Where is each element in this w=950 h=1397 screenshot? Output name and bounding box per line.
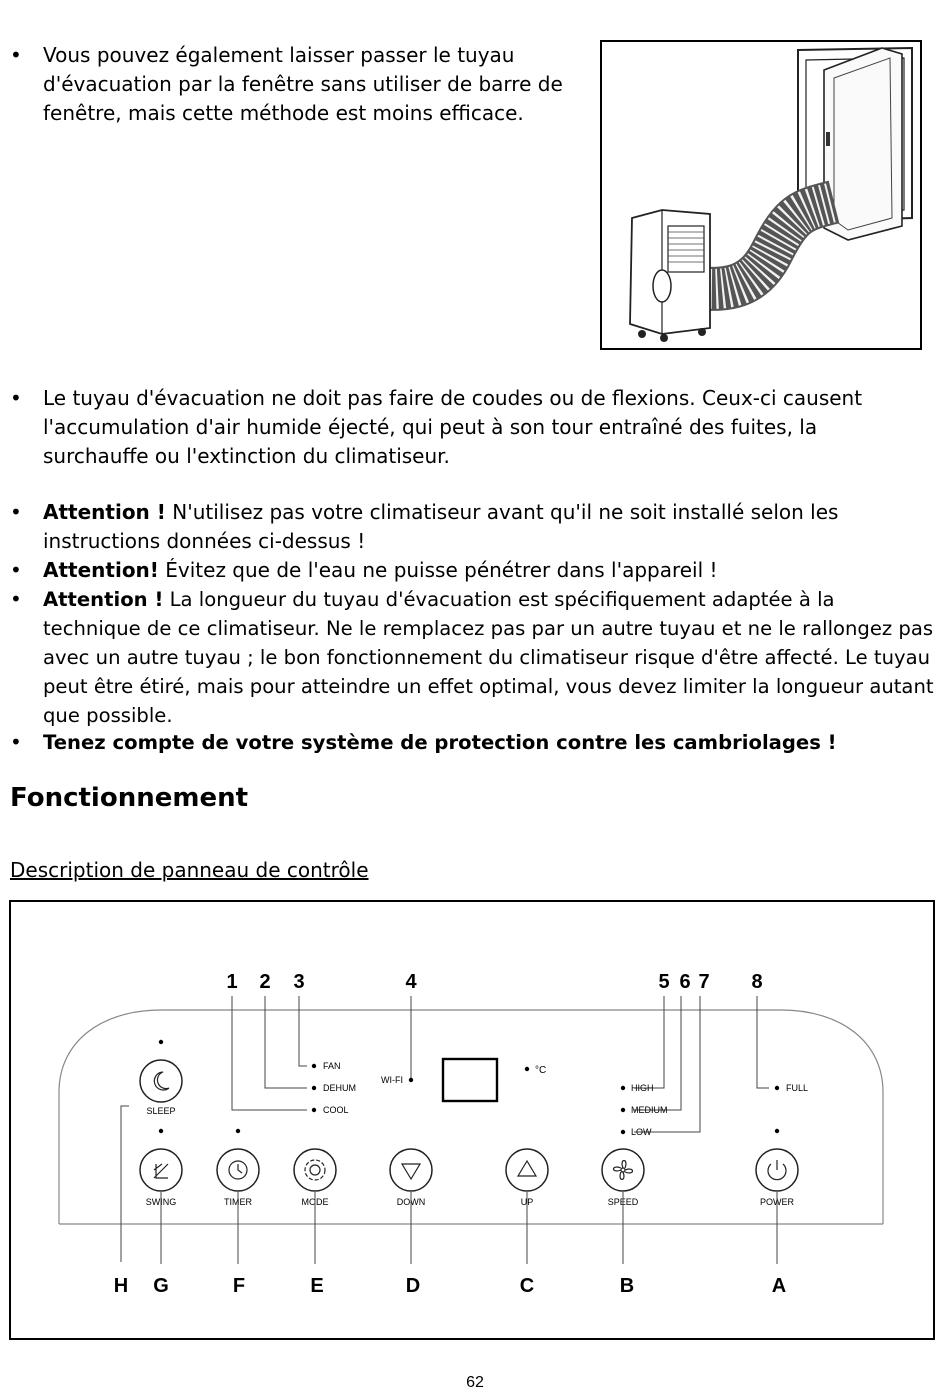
warning-text: Évitez que de l'eau ne puisse pénétrer dans l'appareil ! xyxy=(158,558,718,582)
display-screen xyxy=(443,1059,497,1101)
bullet-marker: • xyxy=(10,500,22,524)
hose-paragraph: Le tuyau d'évacuation ne doit pas faire de coudes ou de flexions. Ceux-ci causent l'accumulation d'air humide éjecté, qui peut à son tour entraîné des fuites, la surchauffe ou l'extinction du climatiseur. xyxy=(43,386,863,468)
button-letter: H xyxy=(113,1275,129,1297)
swing-button xyxy=(140,1149,182,1191)
intro-paragraph: Vous pouvez également laisser passer le tuyau d'évacuation par la fenêtre sans utiliser de barre de fenêtre, mais cette méthode est moins efficace. xyxy=(43,43,563,125)
button-label: SWING xyxy=(145,1197,177,1207)
indicator-number: 2 xyxy=(259,971,271,993)
warning-item xyxy=(43,585,938,730)
down-button xyxy=(390,1149,432,1191)
bullet-marker: • xyxy=(10,558,22,582)
bullet-marker: • xyxy=(10,587,22,611)
button-letter: A xyxy=(771,1275,787,1297)
warning-item xyxy=(43,498,913,556)
mode-indicator-label: DEHUM xyxy=(323,1083,356,1093)
indicator-number: 7 xyxy=(698,971,710,993)
speed-button xyxy=(602,1149,644,1191)
page-number: 62 xyxy=(466,1374,484,1391)
speed-indicator-label: HIGH xyxy=(631,1083,654,1093)
button-letter: G xyxy=(153,1275,169,1297)
mode-indicator-label: FAN xyxy=(323,1061,341,1071)
warning-item xyxy=(43,556,913,585)
section-title: Fonctionnement xyxy=(10,783,249,813)
button-letter: B xyxy=(619,1275,635,1297)
control-panel-diagram xyxy=(9,900,935,1340)
button-letter: D xyxy=(405,1275,421,1297)
button-label: MODE xyxy=(301,1197,329,1207)
bullet-marker: • xyxy=(10,43,22,67)
bullet-marker: • xyxy=(10,730,22,754)
speed-indicator-label: LOW xyxy=(631,1127,652,1137)
indicator-number: 8 xyxy=(751,971,763,993)
subsection-title: Description de panneau de contrôle xyxy=(10,858,369,882)
mode-button xyxy=(294,1149,336,1191)
button-letter: C xyxy=(519,1275,535,1297)
window-hose-illustration xyxy=(600,40,922,350)
warning-label: Tenez compte de votre système de protection contre les cambriolages ! xyxy=(43,731,837,754)
button-label: TIMER xyxy=(224,1197,252,1207)
button-label: POWER xyxy=(759,1197,795,1207)
button-letter: F xyxy=(232,1275,246,1297)
indicator-number: 1 xyxy=(226,971,238,993)
button-label: DOWN xyxy=(396,1197,426,1207)
bullet-marker: • xyxy=(10,386,22,410)
button-label: SPEED xyxy=(607,1197,639,1207)
warning-text: N'utilisez pas votre climatiseur avant qu'il ne soit installé selon les instructions données ci-dessus ! xyxy=(43,500,839,553)
wifi-label: WI-FI xyxy=(381,1075,403,1085)
speed-indicator-label: MEDIUM xyxy=(631,1105,668,1115)
warning-label: Attention ! xyxy=(43,500,166,524)
warning-text: La longueur du tuyau d'évacuation est spécifiquement adaptée à la technique de ce climatiseur. Ne le remplacez pas par un autre tuyau et ne le rallongez pas avec un autre tuyau ; le bon fonctionnement du climatiseur risque d'être affecté. Le tuyau peut être étiré, mais pour atteindre un effet optimal, vous devez limiter la longueur autant que possible. xyxy=(43,588,934,727)
warning-item xyxy=(43,728,933,757)
indicator-number: 6 xyxy=(679,971,691,993)
indicator-number: 5 xyxy=(658,971,670,993)
up-button xyxy=(506,1149,548,1191)
warning-label: Attention ! xyxy=(43,588,164,611)
sleep-button xyxy=(140,1060,182,1102)
warning-label: Attention! xyxy=(43,558,159,582)
unit-label: °C xyxy=(535,1065,547,1076)
full-indicator-label: FULL xyxy=(786,1083,809,1093)
button-label: SLEEP xyxy=(146,1106,176,1116)
button-letter: E xyxy=(310,1275,324,1297)
button-label: UP xyxy=(520,1197,534,1207)
indicator-number: 4 xyxy=(405,971,417,993)
indicator-number: 3 xyxy=(293,971,305,993)
mode-indicator-label: COOL xyxy=(323,1105,349,1115)
